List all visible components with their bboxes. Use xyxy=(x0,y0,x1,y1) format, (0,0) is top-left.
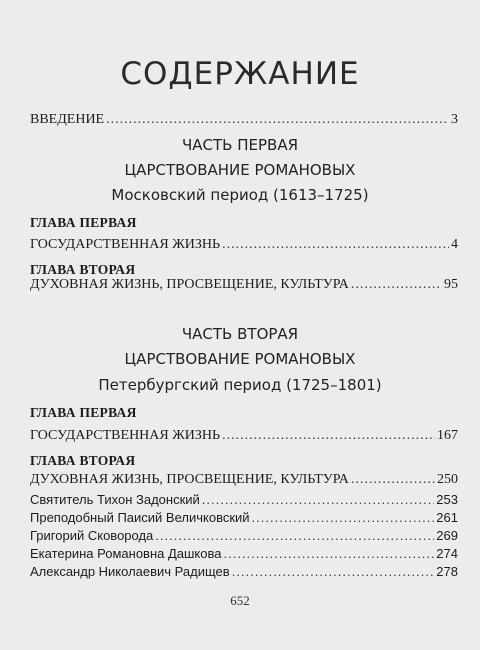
toc-entry-label: Святитель Тихон Задонский xyxy=(30,492,200,507)
dot-leader xyxy=(224,546,435,561)
toc-page-number: 253 xyxy=(436,492,458,507)
dot-leader xyxy=(351,472,435,488)
toc-page-number: 4 xyxy=(451,237,458,252)
toc-entry-person[interactable] xyxy=(30,510,458,525)
toc-entry-chapter[interactable] xyxy=(30,277,458,293)
part-title: ЦАРСТВОВАНИЕ РОМАНОВЫХ xyxy=(124,161,356,179)
toc-entry-label: Александр Николаевич Радищев xyxy=(30,564,230,579)
toc-page-number: 269 xyxy=(436,528,458,543)
dot-leader xyxy=(222,237,449,253)
toc-page-number: 3 xyxy=(451,112,458,127)
toc-entry-chapter[interactable] xyxy=(30,472,458,488)
dot-leader xyxy=(351,277,442,293)
toc-entry-person[interactable] xyxy=(30,564,458,579)
toc-page-number: 278 xyxy=(436,564,458,579)
toc-entry-label: ГОСУДАРСТВЕННАЯ ЖИЗНЬ xyxy=(30,237,221,252)
page-title: СОДЕРЖАНИЕ xyxy=(120,56,360,92)
dot-leader xyxy=(222,428,435,444)
dot-leader xyxy=(252,510,435,525)
toc-entry-intro[interactable] xyxy=(30,112,458,128)
dot-leader xyxy=(155,528,434,543)
toc-page-number: 274 xyxy=(436,546,458,561)
dot-leader xyxy=(106,112,449,128)
toc-entry-person[interactable] xyxy=(30,528,458,543)
toc-entry-chapter[interactable] xyxy=(30,428,458,444)
dot-leader xyxy=(232,564,435,579)
chapter-heading: ГЛАВА ВТОРАЯ xyxy=(30,453,136,468)
part-period: Московский период (1613–1725) xyxy=(111,186,369,204)
toc-entry-label: Екатерина Романовна Дашкова xyxy=(30,546,222,561)
part-title: ЦАРСТВОВАНИЕ РОМАНОВЫХ xyxy=(124,350,356,368)
toc-entry-label: Преподобный Паисий Величковский xyxy=(30,510,250,525)
dot-leader xyxy=(202,492,435,507)
toc-entry-chapter[interactable] xyxy=(30,237,458,253)
part-label: ЧАСТЬ ПЕРВАЯ xyxy=(181,136,298,154)
toc-page-number: 95 xyxy=(444,277,458,292)
toc-page-number: 261 xyxy=(436,510,458,525)
chapter-heading: ГЛАВА ПЕРВАЯ xyxy=(30,405,137,420)
toc-entry-label: Григорий Сковорода xyxy=(30,528,154,543)
toc-page-number: 250 xyxy=(437,472,458,487)
toc-entry-label: ДУХОВНАЯ ЖИЗНЬ, ПРОСВЕЩЕНИЕ, КУЛЬТУРА xyxy=(30,277,349,292)
toc-entry-label: ДУХОВНАЯ ЖИЗНЬ, ПРОСВЕЩЕНИЕ, КУЛЬТУРА xyxy=(30,472,349,487)
toc-entry-person[interactable] xyxy=(30,546,458,561)
toc-entry-person[interactable] xyxy=(30,492,458,507)
toc-entry-label: ВВЕДЕНИЕ xyxy=(30,112,105,127)
chapter-heading: ГЛАВА ВТОРАЯ xyxy=(30,262,136,277)
part-label: ЧАСТЬ ВТОРАЯ xyxy=(181,325,299,343)
part-period: Петербургский период (1725–1801) xyxy=(98,376,382,394)
toc-page-number: 167 xyxy=(437,428,458,443)
toc-entry-label: ГОСУДАРСТВЕННАЯ ЖИЗНЬ xyxy=(30,428,221,443)
page-number: 652 xyxy=(230,593,250,608)
chapter-heading: ГЛАВА ПЕРВАЯ xyxy=(30,215,137,230)
